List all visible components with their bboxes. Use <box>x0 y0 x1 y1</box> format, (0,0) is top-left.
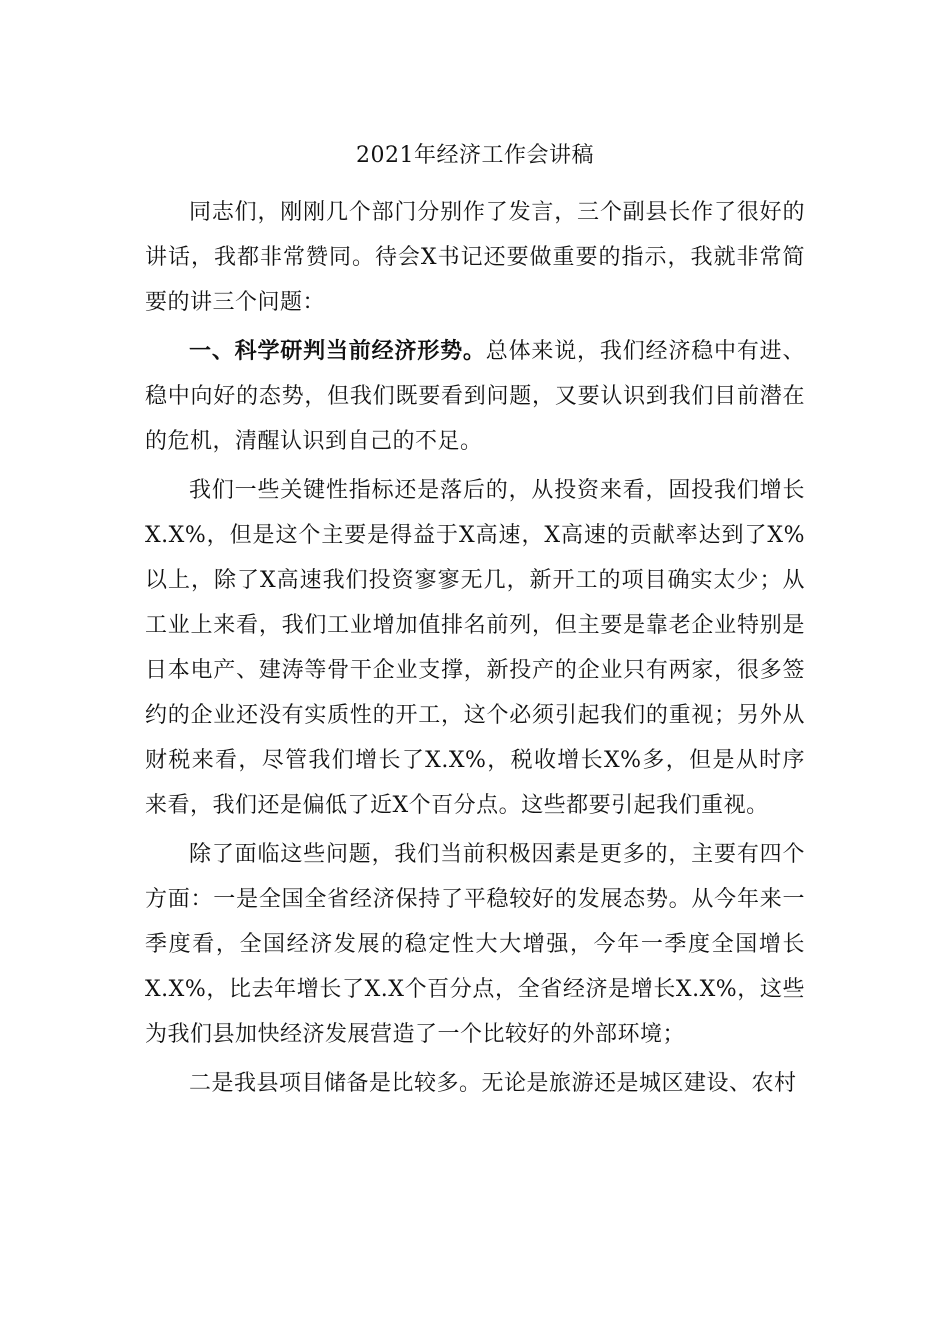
paragraph-project-reserve <box>145 1061 805 1106</box>
paragraph-text: 我们一些关键性指标还是落后的，从投资来看，固投我们增长X.X%，但是这个主要是得益于X高速，X高速的贡献率达到了X%以上，除了X高速我们投资寥寥无几，新开工的项目确实太少；从工业上来看，我们工业增加值排名前列，但主要是靠老企业特别是日本电产、建涛等骨干企业支撑，新投产的企业只有两家，很多签约的企业还没有实质性的开工，这个必须引起我们的重视；另外从财税来看，尽管我们增长了X.X%，税收增长X%多，但是从时序来看，我们还是偏低了近X个百分点。这些都要引起我们重视。 <box>145 478 805 818</box>
document-body <box>145 190 805 1110</box>
document-title: 2021年经济工作会讲稿 <box>356 143 594 168</box>
paragraph-intro <box>145 190 805 325</box>
paragraph-section-one <box>145 329 805 464</box>
paragraph-text: 除了面临这些问题，我们当前积极因素是更多的，主要有四个方面：一是全国全省经济保持了平稳较好的发展态势。从今年来一季度看，全国经济发展的稳定性大大增强，今年一季度全国增长X.X%，比去年增长了X.X个百分点，全省经济是增长X.X%，这些为我们县加快经济发展营造了一个比较好的外部环境； <box>145 842 805 1047</box>
section-heading: 一、科学研判当前经济形势。 <box>189 338 486 364</box>
paragraph-text: 同志们，刚刚几个部门分别作了发言，三个副县长作了很好的讲话，我都非常赞同。待会X书记还要做重要的指示，我就非常简要的讲三个问题： <box>145 200 805 315</box>
paragraph-positive-factors <box>145 832 805 1057</box>
paragraph-indicators <box>145 468 805 828</box>
paragraph-text: 总体来说，我们经济稳中有进、稳中向好的态势，但我们既要看到问题，又要认识到我们目前潜在的危机，清醒认识到自己的不足。 <box>145 339 805 454</box>
paragraph-text: 二是我县项目储备是比较多。无论是旅游还是城区建设、农村 <box>189 1071 797 1096</box>
